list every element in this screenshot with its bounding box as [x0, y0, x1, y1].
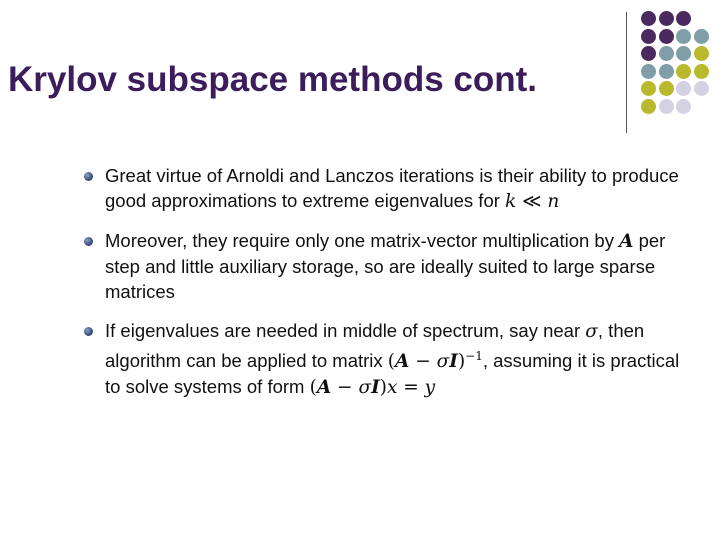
decorative-dot — [694, 64, 709, 79]
math-I: I — [449, 351, 458, 373]
bullet-text-cont-2: , assuming it is practical to solve systems of form — [105, 350, 680, 398]
decorative-dot — [676, 99, 691, 114]
math-equals: = — [397, 377, 425, 399]
decorative-dot — [676, 11, 691, 26]
decorative-dot — [659, 64, 674, 79]
math-k: k — [505, 191, 517, 212]
decorative-dot — [676, 81, 691, 96]
math-inverse-exponent: −1 — [465, 349, 483, 363]
bullet-item-arnoldi-lanczos — [84, 163, 684, 214]
decorative-dot-grid — [0, 0, 720, 140]
bullet-text: If eigenvalues are needed in middle of spectrum, say near — [105, 320, 586, 341]
math-rparen: ) — [457, 351, 466, 373]
decorative-dot — [694, 29, 709, 44]
decorative-dot — [694, 46, 709, 61]
slide-title: Krylov subspace methods cont. — [8, 60, 538, 99]
math-A: A — [395, 351, 410, 373]
bullet-icon — [84, 172, 93, 181]
decorative-dot — [659, 11, 674, 26]
bullet-icon — [84, 327, 93, 336]
math-minus: − — [409, 351, 437, 373]
math-I: I — [371, 377, 380, 399]
math-A: A — [619, 231, 634, 252]
decorative-dot — [659, 81, 674, 96]
bullet-item-shift-invert — [84, 318, 684, 400]
decorative-dot — [659, 46, 674, 61]
bullet-text-cont: , then algorithm can be applied to matrix — [105, 320, 645, 372]
decorative-dot — [641, 81, 656, 96]
decorative-dot — [676, 64, 691, 79]
decorative-dot — [659, 99, 674, 114]
math-n: n — [547, 191, 560, 212]
bullet-text-cont: per step and little auxiliary storage, so are ideally suited to large sparse matrices — [105, 230, 666, 302]
decorative-dot — [676, 46, 691, 61]
decorative-dot — [641, 99, 656, 114]
math-x: x — [386, 377, 398, 399]
decorative-dot — [694, 81, 709, 96]
math-sigma: σ — [358, 377, 372, 399]
decorative-dot — [641, 46, 656, 61]
math-much-less-than: ≪ — [516, 191, 548, 212]
math-y: y — [424, 377, 436, 399]
bullet-item-storage — [84, 228, 684, 304]
math-A: A — [316, 377, 332, 399]
decorative-dot — [641, 64, 656, 79]
math-rparen: ) — [379, 377, 387, 399]
math-lparen: ( — [387, 351, 396, 373]
decorative-dot — [641, 29, 656, 44]
bullet-text: Moreover, they require only one matrix-vector multiplication by — [105, 230, 620, 251]
decorative-dot — [641, 11, 656, 26]
decorative-dot — [659, 29, 674, 44]
math-minus: − — [331, 377, 359, 399]
math-lparen: ( — [309, 377, 317, 399]
math-sigma: σ — [585, 321, 598, 342]
bullet-text: Great virtue of Arnoldi and Lanczos iterations is their ability to produce good approximations to extreme eigenvalues for — [105, 165, 679, 211]
bullet-icon — [84, 237, 93, 246]
bullet-list — [84, 163, 684, 414]
math-sigma: σ — [436, 351, 450, 373]
decorative-dot — [676, 29, 691, 44]
